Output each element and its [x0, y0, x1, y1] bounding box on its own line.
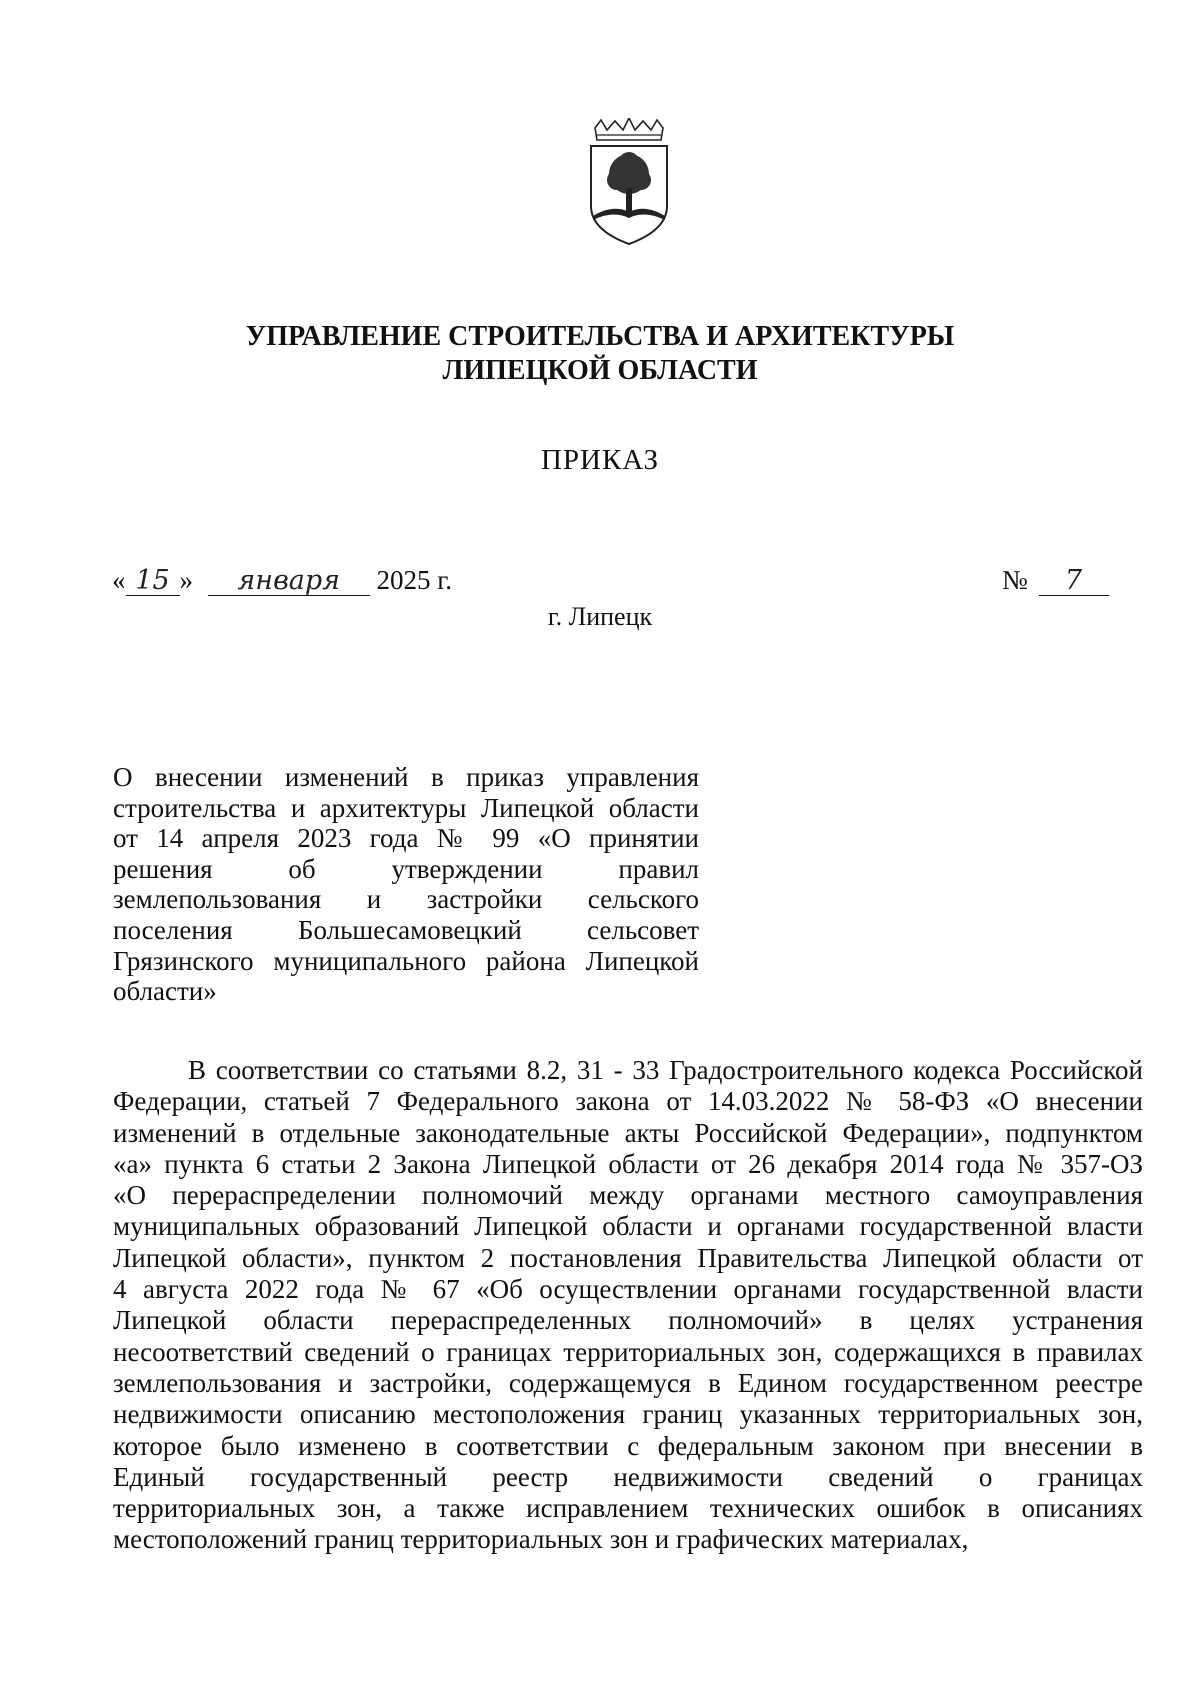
subject-line: строительства и архитектуры Липецкой области — [113, 792, 699, 823]
body-line: местоположений границ территориальных зон и графических материалах, — [113, 1524, 969, 1555]
document-type: ПРИКАЗ — [540, 444, 660, 476]
city: г. Липецк — [547, 602, 653, 631]
subject-line: решения об утверждении правил — [113, 853, 699, 884]
document-number — [1002, 565, 1109, 596]
body-line: несоответствий сведений о границах территориальных зон, содержащихся в правилах — [113, 1336, 1143, 1367]
body-line: В соответствии со статьями 8.2, 31 - 33 Градостроительного кодекса Российской — [188, 1055, 1143, 1085]
subject-line: землепользования и застройки сельского — [113, 884, 699, 915]
body-line: муниципальных образований Липецкой области и органами государственной власти — [113, 1211, 1143, 1242]
body-paragraph — [113, 1055, 1143, 1556]
subject-line: поселения Большесамовецкий сельсовет — [113, 914, 699, 945]
body-line: Липецкой области перераспределенных полномочий» в целях устранения — [113, 1305, 1143, 1336]
number-value: 7 — [1039, 567, 1109, 596]
body-line: землепользования и застройки, содержащемуся в Едином государственном реестре — [113, 1367, 1143, 1398]
body-line: «О перераспределении полномочий между органами местного самоуправления — [113, 1180, 1143, 1211]
date-day: 15 — [126, 567, 180, 596]
body-line: Единый государственный реестр недвижимости сведений о границах — [113, 1461, 1143, 1492]
body-line: Липецкой области», пунктом 2 постановления Правительства Липецкой области от — [113, 1242, 1143, 1273]
number-sign: № — [1002, 565, 1028, 595]
subject-line: области» — [113, 976, 217, 1007]
organization-name — [0, 320, 1200, 388]
date-year: 2025 г. — [376, 565, 453, 595]
org-line-1: УПРАВЛЕНИЕ СТРОИТЕЛЬСТВА И АРХИТЕКТУРЫ — [245, 321, 955, 352]
org-line-2: ЛИПЕЦКОЙ ОБЛАСТИ — [442, 355, 758, 386]
body-line: территориальных зон, а также исправлением технических ошибок в описаниях — [113, 1493, 1143, 1524]
body-line: 4 августа 2022 года № 67 «Об осуществлении органами государственной власти — [113, 1274, 1143, 1305]
subject-line: от 14 апреля 2023 года № 99 «О принятии — [113, 823, 699, 854]
body-line: изменений в отдельные законодательные акты Российской Федерации», подпунктом — [113, 1117, 1143, 1148]
date-month: января — [208, 567, 370, 596]
document-subject — [113, 762, 699, 1007]
close-quote: » — [179, 565, 193, 595]
document-date — [112, 565, 452, 596]
open-quote: « — [112, 565, 126, 595]
coat-of-arms-icon — [583, 118, 675, 248]
body-line: которое было изменено в соответствии с федеральным законом при внесении в — [113, 1430, 1143, 1461]
subject-line: Грязинского муниципального района Липецкой — [113, 945, 699, 976]
body-line: Федерации, статьей 7 Федерального закона от 14.03.2022 № 58-ФЗ «О внесении — [113, 1086, 1143, 1117]
subject-line: О внесении изменений в приказ управления — [113, 762, 699, 792]
body-line: недвижимости описанию местоположения границ указанных территориальных зон, — [113, 1399, 1143, 1430]
body-line: «а» пункта 6 статьи 2 Закона Липецкой области от 26 декабря 2014 года № 357-ОЗ — [113, 1148, 1143, 1179]
